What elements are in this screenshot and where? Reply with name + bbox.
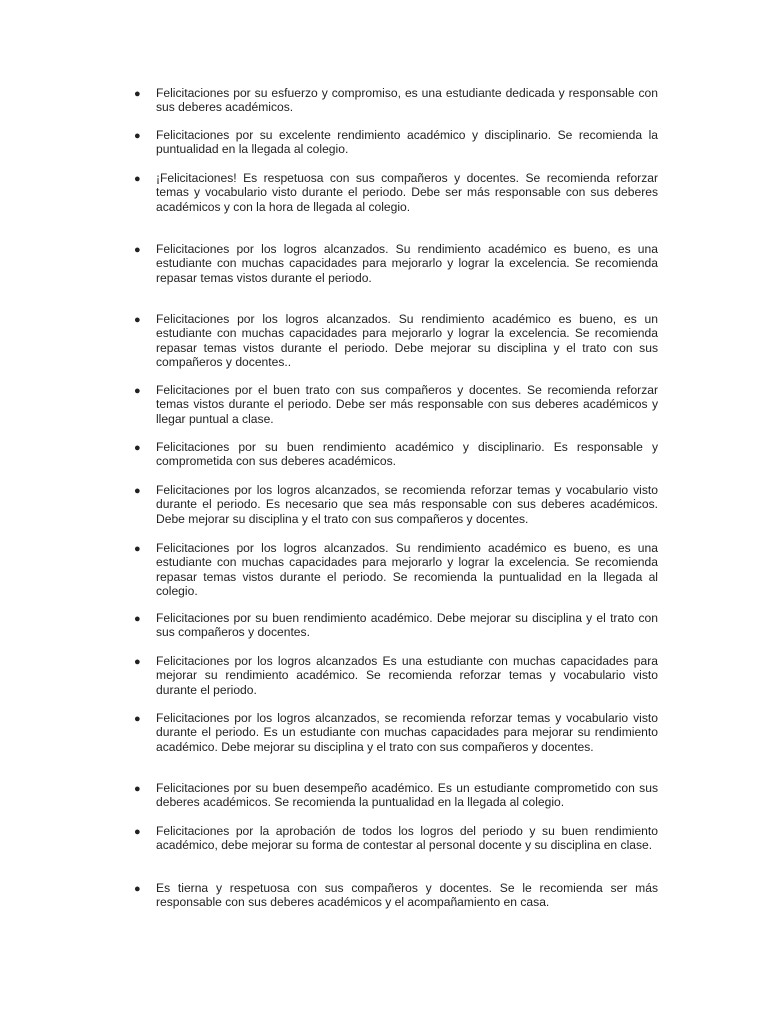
bullet-icon: ● (134, 442, 141, 454)
list-item-text: Felicitaciones por los logros alcanzados, se recomienda reforzar temas y vocabulario visto durante el periodo. Es un estudiante con muchas capacidades para mejorar su rendimiento académico. Debe mejorar su disciplina y el trato con sus compañeros y docentes. (156, 711, 658, 754)
list-item-text: Felicitaciones por su esfuerzo y compromiso, es una estudiante dedicada y responsable con sus deberes académicos. (156, 86, 658, 115)
list-item-text: ¡Felicitaciones! Es respetuosa con sus compañeros y docentes. Se recomienda reforzar temas y vocabulario visto durante el periodo. Debe ser más responsable con sus deberes académicos y con la hora de llegada al colegio. (156, 171, 658, 214)
list-item-text: Felicitaciones por la aprobación de todos los logros del periodo y su buen rendimiento académico, debe mejorar su forma de contestar al personal docente y su disciplina en clase. (156, 824, 658, 853)
bullet-icon: ● (134, 656, 141, 668)
list-item-text: Felicitaciones por los logros alcanzados, se recomienda reforzar temas y vocabulario visto durante el periodo. Es necesario que sea más responsable con sus deberes académicos. Debe mejorar su disciplina y el trato con sus compañeros y docentes. (156, 483, 658, 526)
bullet-icon: ● (134, 613, 141, 625)
list-item-text: Felicitaciones por su excelente rendimiento académico y disciplinario. Se recomienda la puntualidad en la llegada al colegio. (156, 128, 658, 157)
bullet-icon: ● (134, 543, 141, 555)
bullet-icon: ● (134, 314, 141, 326)
bullet-icon: ● (134, 883, 141, 895)
bullet-icon: ● (134, 485, 141, 497)
bullet-icon: ● (134, 713, 141, 725)
list-item-text: Felicitaciones por el buen trato con sus compañeros y docentes. Se recomienda reforzar temas vistos durante el periodo. Debe ser más responsable con sus deberes académicos y llegar puntual a clase. (156, 383, 658, 426)
bullet-icon: ● (134, 173, 141, 185)
list-item-text: Felicitaciones por los logros alcanzados. Su rendimiento académico es bueno, es una estudiante con muchas capacidades para mejorarlo y lograr la excelencia. Se recomienda repasar temas vistos durante el periodo. Se recomienda la puntualidad en la llegada al colegio. (156, 541, 658, 598)
bullet-icon: ● (134, 826, 141, 838)
list-item-text: Es tierna y respetuosa con sus compañeros y docentes. Se le recomienda ser más responsable con sus deberes académicos y el acompañamiento en casa. (156, 881, 658, 910)
bullet-icon: ● (134, 244, 141, 256)
list-item-text: Felicitaciones por los logros alcanzados Es una estudiante con muchas capacidades para mejorar su rendimiento académico. Se recomienda reforzar temas y vocabulario visto durante el periodo. (156, 654, 658, 697)
list-item-text: Felicitaciones por su buen rendimiento académico y disciplinario. Es responsable y comprometida con sus deberes académicos. (156, 440, 658, 469)
list-item-text: Felicitaciones por su buen rendimiento académico. Debe mejorar su disciplina y el trato con sus compañeros y docentes. (156, 611, 658, 640)
list-item-text: Felicitaciones por los logros alcanzados. Su rendimiento académico es bueno, es un estudiante con muchas capacidades para mejorarlo y lograr la excelencia. Se recomienda repasar temas vistos durante el periodo. Debe mejorar su disciplina y el trato con sus compañeros y docentes.. (156, 312, 658, 369)
list-item-text: Felicitaciones por los logros alcanzados. Su rendimiento académico es bueno, es una estudiante con muchas capacidades para mejorarlo y lograr la excelencia. Se recomienda repasar temas vistos durante el periodo. (156, 242, 658, 285)
bullet-icon: ● (134, 130, 141, 142)
bullet-icon: ● (134, 783, 141, 795)
bullet-icon: ● (134, 88, 141, 100)
bullet-icon: ● (134, 385, 141, 397)
list-item-text: Felicitaciones por su buen desempeño académico. Es un estudiante comprometido con sus deberes académicos. Se recomienda la puntualidad en la llegada al colegio. (156, 781, 658, 810)
